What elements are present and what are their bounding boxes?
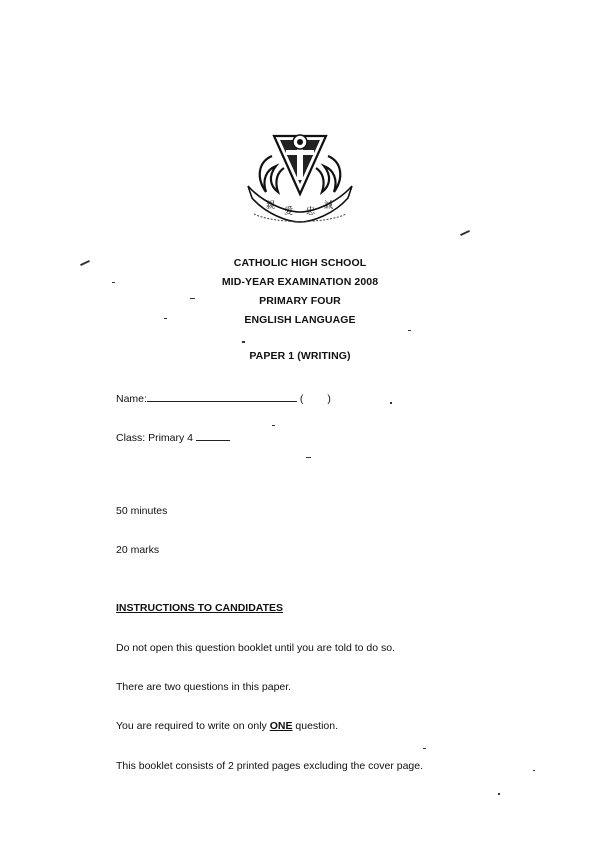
svg-text:愛: 愛 <box>284 207 294 217</box>
duration-text: 50 minutes <box>116 505 168 517</box>
svg-text:親: 親 <box>266 201 276 211</box>
paper-title: PAPER 1 (WRITING) <box>249 350 351 362</box>
scan-speck <box>164 318 167 319</box>
scan-speck <box>272 425 275 426</box>
svg-text:忠: 忠 <box>306 207 316 217</box>
paren-close: ) <box>327 393 331 405</box>
scan-speck <box>498 793 500 795</box>
subject-title: ENGLISH LANGUAGE <box>244 314 356 326</box>
class-blank[interactable] <box>196 430 230 441</box>
class-label: Class: Primary 4 <box>116 432 194 444</box>
svg-text:誠: 誠 <box>324 201 334 211</box>
scan-speck <box>423 748 426 749</box>
instruction-line-3 <box>116 720 338 732</box>
instruction-line-4: This booklet consists of 2 printed pages excluding the cover page. <box>116 760 424 772</box>
name-row <box>116 391 331 405</box>
instruction-3-pre: You are required to write on only <box>116 720 270 732</box>
name-label: Name: <box>116 393 147 405</box>
scan-speck <box>112 282 115 283</box>
instruction-3-emphasis: ONE <box>269 720 293 732</box>
exam-title: MID-YEAR EXAMINATION 2008 <box>221 276 379 288</box>
level-title: PRIMARY FOUR <box>259 295 341 307</box>
instruction-line-2: There are two questions in this paper. <box>116 681 292 693</box>
scan-speck <box>190 298 195 299</box>
instructions-heading: INSTRUCTIONS TO CANDIDATES <box>116 602 284 614</box>
class-row <box>116 430 230 444</box>
school-crest-logo <box>244 128 356 224</box>
paren-open: ( <box>299 393 304 405</box>
instruction-3-post: question. <box>292 720 339 732</box>
school-name: CATHOLIC HIGH SCHOOL <box>233 257 367 269</box>
scan-speck <box>408 330 411 331</box>
scan-speck <box>306 457 311 458</box>
scan-speck <box>460 230 470 236</box>
scan-speck <box>390 402 392 404</box>
scan-speck <box>242 341 245 343</box>
marks-text: 20 marks <box>116 544 160 556</box>
instruction-line-1: Do not open this question booklet until you are told to do so. <box>116 642 396 654</box>
scan-speck <box>533 770 535 771</box>
name-blank[interactable] <box>147 391 297 402</box>
